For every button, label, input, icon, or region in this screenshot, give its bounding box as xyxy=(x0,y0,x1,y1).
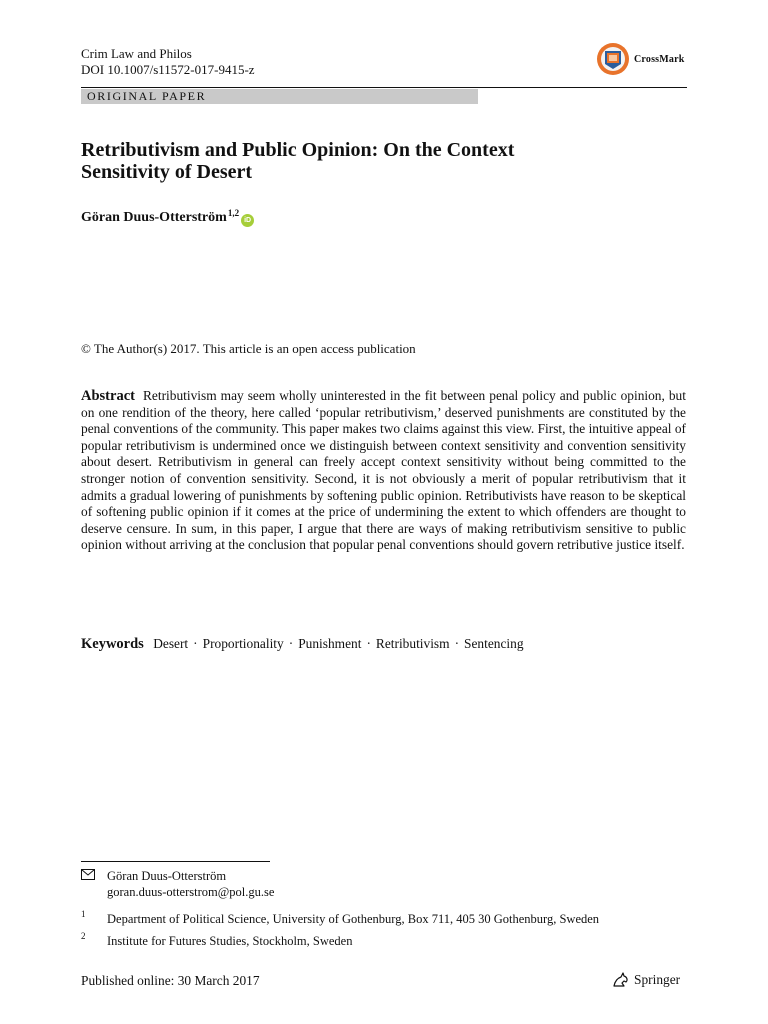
publisher-name: Springer xyxy=(634,972,681,987)
keywords-label: Keywords xyxy=(81,636,144,652)
affiliation-2 xyxy=(81,931,353,949)
abstract-text: Retributivism may seem wholly uninterested in the fit between penal policy and public opinion, but on one rendition of the theory, here called ‘popular retributivism,’ deserved punishments are constituted by the penal conventions of the community. This paper makes two claims against this view. First, the intuitive appeal of popular retributivism is undermined once we distinguish between context sensitivity and convention sensitivity about desert. Retributivism in general can freely accept context sensitivity without being committed to the stronger notion of convention sensitivity. Second, it is not obviously a merit of popular retributivism that it admits a gradual lowering of punishments by softening public opinion. Retributivists have reason to be skeptical of softening public opinion if it comes at the price of undermining the extent to which offenders are thought to deserve censure. In sum, in this paper, I argue that there are ways of making retributivism sensitive to public opinion without arriving at the conclusion that popular penal conventions should govern retributive justice itself. xyxy=(81,388,686,553)
corresponding-name: Göran Duus-Otterström xyxy=(107,869,227,883)
affiliation-text: Institute for Futures Studies, Stockholm, Sweden xyxy=(107,934,353,948)
crossmark-icon xyxy=(596,42,630,76)
keyword: Proportionality xyxy=(202,636,284,651)
keyword-separator: · xyxy=(454,636,460,651)
affiliation-number: 1 xyxy=(81,909,86,919)
keyword: Retributivism xyxy=(375,636,450,651)
journal-name: Crim Law and Philos xyxy=(81,46,192,61)
keyword: Desert xyxy=(153,636,189,651)
keywords xyxy=(81,636,524,653)
doi[interactable]: DOI 10.1007/s11572-017-9415-z xyxy=(81,62,255,77)
published-date: Published online: 30 March 2017 xyxy=(81,973,260,988)
affiliation-number: 2 xyxy=(81,931,86,941)
footnote-rule xyxy=(81,861,270,862)
title-line-1: Retributivism and Public Opinion: On the Context xyxy=(81,139,515,161)
author-line xyxy=(81,210,254,227)
keyword-separator: · xyxy=(288,636,294,651)
affiliation-text: Department of Political Science, University of Gothenburg, Box 711, 405 30 Gothenburg, Sweden xyxy=(107,912,600,926)
journal-info xyxy=(81,46,255,78)
keyword-separator: · xyxy=(366,636,371,651)
copyright-notice: © The Author(s) 2017. This article is an open access publication xyxy=(81,341,416,356)
keyword-separator: · xyxy=(193,636,198,651)
article-type-band: ORIGINAL PAPER xyxy=(81,89,478,104)
title-line-2: Sensitivity of Desert xyxy=(81,161,253,183)
corresponding-email[interactable]: goran.duus-otterstrom@pol.gu.se xyxy=(107,885,275,899)
article-title xyxy=(81,139,681,183)
keyword: Sentencing xyxy=(464,636,524,651)
author-name: Göran Duus-Otterström xyxy=(81,210,227,225)
author-affiliation-marks: 1,2 xyxy=(227,208,240,218)
affiliation-1 xyxy=(81,909,600,927)
corresponding-author xyxy=(81,868,274,900)
abstract-label: Abstract xyxy=(81,388,135,404)
crossmark-badge[interactable] xyxy=(596,42,685,76)
publisher-logo xyxy=(612,972,680,988)
abstract xyxy=(81,388,686,554)
header-rule xyxy=(81,87,687,88)
envelope-icon xyxy=(81,868,107,900)
keyword: Punishment xyxy=(298,636,362,651)
orcid-icon[interactable]: iD xyxy=(241,214,254,227)
crossmark-label: CrossMark xyxy=(634,53,685,65)
springer-horse-icon xyxy=(612,972,630,988)
